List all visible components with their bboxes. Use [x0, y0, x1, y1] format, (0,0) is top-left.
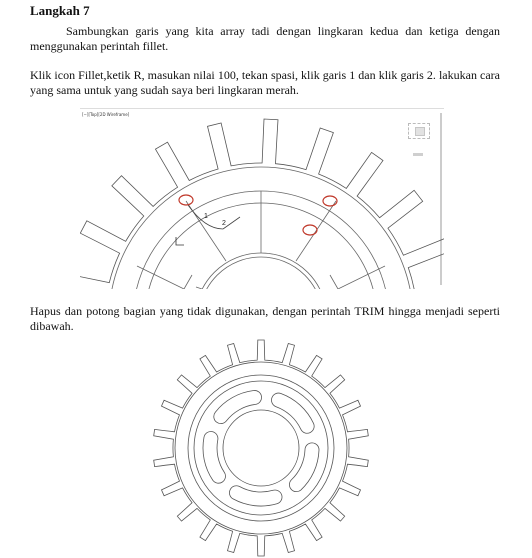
sprocket-second-circle — [188, 375, 334, 521]
fillet-drawing — [80, 109, 444, 289]
array-line — [137, 266, 184, 289]
array-line — [184, 275, 192, 289]
step-heading: Langkah 7 — [30, 3, 90, 18]
fillet-highlight-circle — [303, 225, 317, 235]
array-line — [196, 287, 202, 289]
array-line — [338, 266, 385, 289]
sprocket-teeth-outline — [154, 340, 369, 556]
ucs-icon — [176, 237, 184, 245]
trimmed-sprocket-figure — [150, 338, 372, 558]
intro-paragraph: Sambungkan garis yang kita array tadi dengan lingkaran kedua dan ketiga dengan menggunakan perintah fillet. — [30, 24, 500, 53]
array-line — [330, 275, 338, 289]
fillet-instruction-paragraph: Klik icon Fillet,ketik R, masukan nilai 100, tekan spasi, klik garis 1 dan klik garis 2. lakukan cara yang sama untuk yang sudah saya beri lingkaran merah. — [30, 68, 500, 97]
trim-instruction-paragraph: Hapus dan potong bagian yang tidak digunakan, dengan perintah TRIM hingga menjadi seperti dibawah. — [30, 304, 500, 333]
fillet-cad-figure — [80, 108, 444, 289]
sprocket-third-circle — [194, 381, 328, 515]
sprocket-root-circle — [175, 362, 347, 534]
line-marker-1: 1 — [204, 213, 208, 220]
fillet-highlight-circle — [323, 196, 337, 206]
array-line — [296, 201, 336, 261]
line-marker-2: 2 — [222, 220, 226, 227]
sprocket-bore-circle — [223, 410, 299, 486]
lightening-slots-outline — [203, 390, 319, 506]
sprocket-drawing — [150, 338, 372, 558]
fillet-highlight-circle — [179, 195, 193, 205]
viewport-label: [−][Top][2D Wireframe] — [82, 112, 130, 117]
